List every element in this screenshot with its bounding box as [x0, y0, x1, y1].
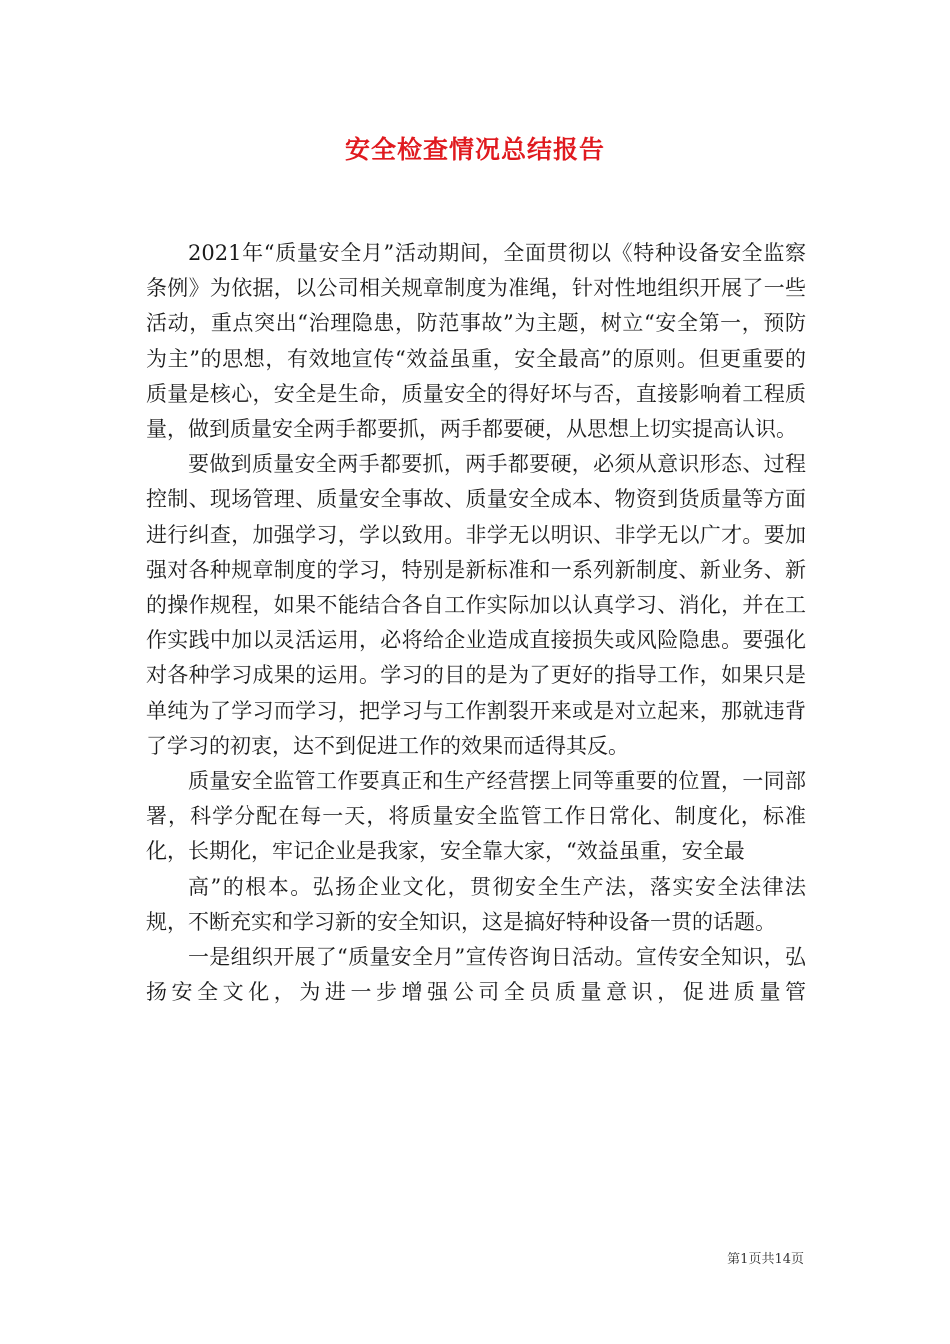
page-number-footer: 第1页共14页	[727, 1252, 804, 1267]
paragraph: 要做到质量安全两手都要抓，两手都要硬，必须从意识形态、过程控制、现场管理、质量安全事故、质量安全成本、物资到货质量等方面进行纠查，加强学习，学以致用。非学无以明识、非学无以广才。要加强对各种规章制度的学习，特别是新标准和一系列新制度、新业务、新的操作规程，如果不能结合各自工作实际加以认真学习、消化，并在工作实践中加以灵活运用，必将给企业造成直接损失或风险隐患。要强化对各种学习成果的运用。学习的目的是为了更好的指导工作，如果只是单纯为了学习而学习，把学习与工作割裂开来或是对立起来，那就违背了学习的初衷，达不到促进工作的效果而适得其反。	[146, 452, 806, 758]
paragraph: 一是组织开展了“质量安全月”宣传咨询日活动。宣传安全知识，弘扬安全文化，为进一步增强公司全员质量意识，促进质量管	[146, 945, 806, 1005]
paragraph: 2021年“质量安全月”活动期间，全面贯彻以《特种设备安全监察条例》为依据，以公司相关规章制度为准绳，针对性地组织开展了一些活动，重点突出“治理隐患，防范事故”为主题，树立“安全第一，预防为主”的思想，有效地宣传“效益虽重，安全最高”的原则。但更重要的质量是核心，安全是生命，质量安全的得好坏与否，直接影响着工程质量，做到质量安全两手都要抓，两手都要硬，从思想上切实提高认识。	[146, 241, 806, 442]
paragraph: 高”的根本。弘扬企业文化，贯彻安全生产法，落实安全法律法规，不断充实和学习新的安全知识，这是搞好特种设备一贯的话题。	[146, 874, 806, 934]
document-body	[146, 236, 806, 1010]
paragraph: 质量安全监管工作要真正和生产经营摆上同等重要的位置，一同部署，科学分配在每一天，将质量安全监管工作日常化、制度化，标准化，长期化，牢记企业是我家，安全靠大家，“效益虽重，安全最	[146, 769, 806, 864]
document-title: 安全检查情况总结报告	[344, 135, 605, 164]
